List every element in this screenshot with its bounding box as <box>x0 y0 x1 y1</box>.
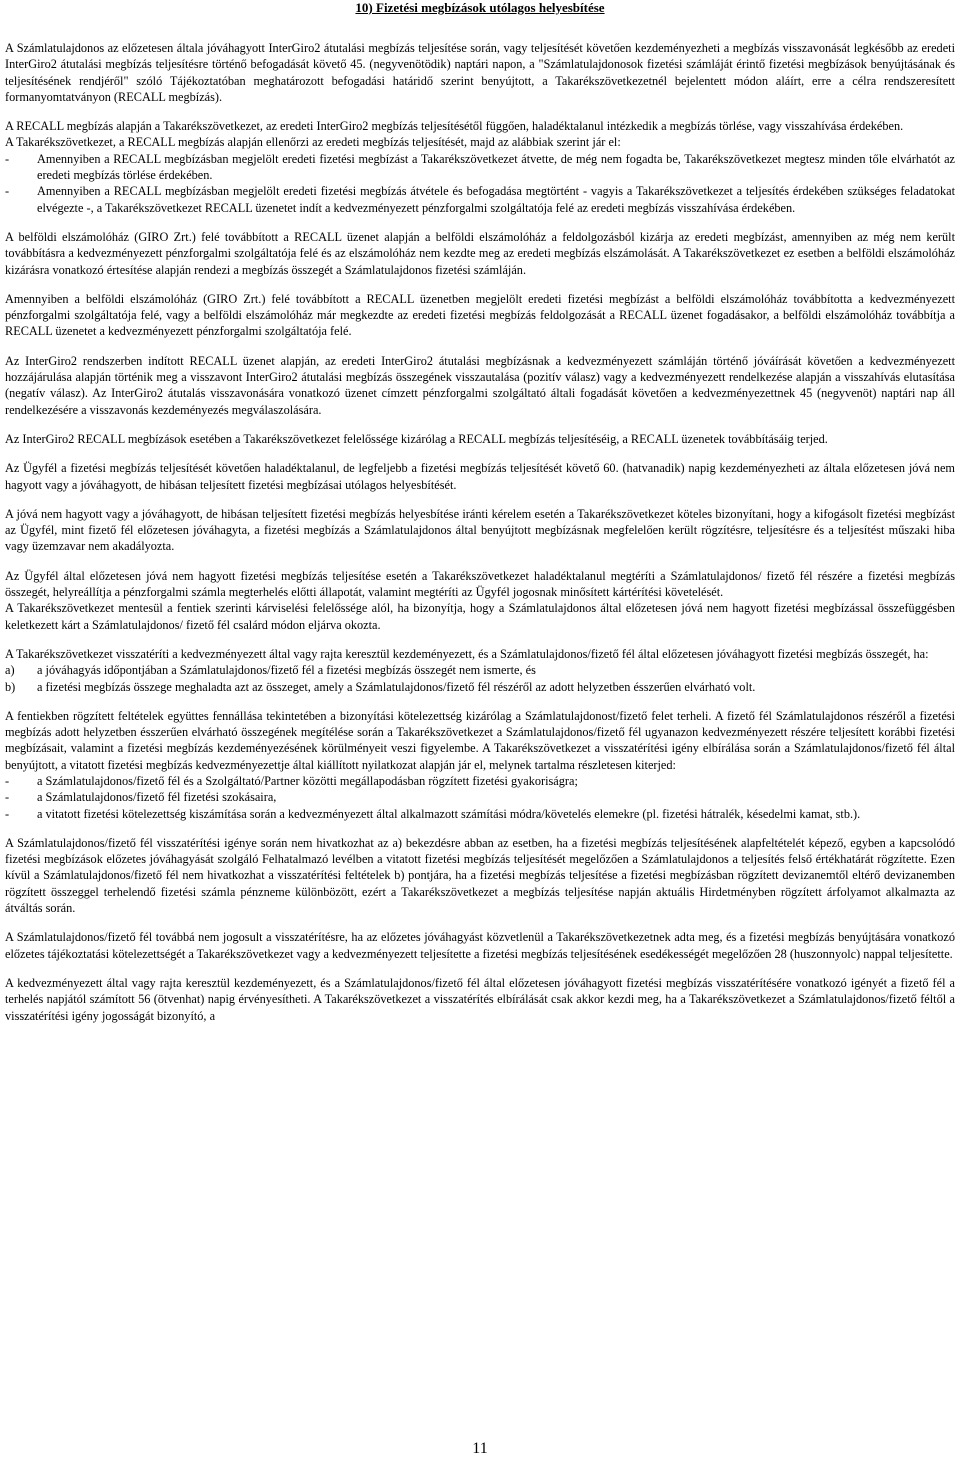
list-item-text: a jóváhagyás időpontjában a Számlatulajdonos/fizető fél a fizetési megbízás összegét nem ismerte, és <box>37 663 536 678</box>
list-marker: - <box>5 790 10 805</box>
section-title: 10) Fizetési megbízások utólagos helyesbítése <box>355 0 605 15</box>
paragraph-proof-requirements: A fentiekben rögzített feltételek együttes fennállása tekintetében a bizonyítási kötelezettség kizárólag a Számlatulajdonost/fizető felet terheli. A fizető fél Számlatulajdonos részéről a fizetési megbízás adott helyzetben ésszerűen elvárható összegének megítélése során a Takarékszövetkezet a Számlatulajdonos/fizető fél ugyanazon kedvezményezett részére teljesített korábbi fizetési megbízásait, valamint a fizetési megbízás kezdeményezésének körülményeit veszi figyelembe. A Takarékszövetkezet a visszatérítési igény elbírálása során a Számlatulajdonos/fizető fél által benyújtott, a vitatott fizetési megbízás kedvezményezettje által kiállított nyilatkozat alapján jár el, melynek tartalma részletesen kiterjed: <box>5 708 955 772</box>
list-item-text: Amennyiben a RECALL megbízásban megjelölt eredeti fizetési megbízást a Takarékszövetkezet átvette, de még nem fogadta be, Takarékszövetkezet megtesz minden tőle elvárhatót az eredeti megbízás törlése érdekében. <box>37 151 955 183</box>
paragraph-correction-deadline: Az Ügyfél a fizetési megbízás teljesítését követően haladéktalanul, de legfeljebb a fizetési megbízás teljesítését követő 60. (hatvanadik) napig kezdeményezheti az általa előzetesen jóvá nem hagyott vagy a jóváhagyott, de hibásan teljesített fizetési megbízásai utólagos helyesbítését. <box>5 461 955 492</box>
list-item-text: a Számlatulajdonos/fizető fél fizetési szokásaira, <box>37 790 277 805</box>
paragraph-recall-initiation: A Számlatulajdonos az előzetesen általa jóváhagyott InterGiro2 átutalási megbízás teljesítése során, vagy teljesítését követően kezdeményezheti a megbízás visszavonását legkésőbb az eredeti InterGiro2 átutalási megbízás teljesítésre történő befogadását követő 45. (negyvenötödik) naptári napon, a "Számlatulajdonosok fizetési számláját érintő fizetési megbízások benyújtásának és teljesítésének rendjéről" szóló Tájékoztatóban meghatározott befogadási határidő szerint benyújtott, a Takarékszövetkezetnél bejelentett módon aláírt, erre a célra rendszeresített formanyomtatványon (RECALL megbízás). <box>5 41 955 104</box>
list-item-text: a vitatott fizetési kötelezettség kiszámítása során a kedvezményezett által alkalmazott számítási módra/követelés elemekre (pl. fizetési hátralék, késedelmi kamat, stb.). <box>37 806 861 821</box>
list-item <box>5 151 955 184</box>
list-item <box>5 183 955 216</box>
list-marker: - <box>5 806 10 821</box>
paragraph-exemption: A Takarékszövetkezet mentesül a fentiek szerinti kárviselési felelőssége alól, ha bizonyítja, hogy a Számlatulajdonos által előzetesen jóvá nem hagyott fizetési megbízással összefüggésben keletkezett kárt a Számlatulajdonos/ fizető fél csalárd módon eljárva okozta. <box>5 601 955 632</box>
paragraph-refund-exclusions: A Számlatulajdonos/fizető fél visszatérítési igénye során nem hivatkozhat az a) bekezdésre abban az esetben, ha a fizetési megbízás teljesítésének alapfeltételét képező, egyben a kapcsolódó fizetési megbízások előzetes jóváhagyását szolgáló Felhatalmazó levélben a vitatott fizetési megbízás teljesítését megelőzően a Számlatulajdonos a teljesítés felső értékhatárát rögzítette. Ezen kívül a Számlatulajdonos/fizető fél nem hivatkozhat a visszatérítési feltételek b) pontjára, ha a fizetési megbízás teljesítése a fizetési megbízásban rögzített devizanemtől eltérő devizanemben rögzített összeggel terhelendő fizetési számla pénzneme különbözött, ezért a Takarékszövetkezet a megbízás teljesítése napján aktuális Hirdetményben rögzített árfolyamot alkalmazta az átváltás során. <box>5 835 955 916</box>
paragraph-refund-unauthorized: Az Ügyfél által előzetesen jóvá nem hagyott fizetési megbízás teljesítése esetén a Takarékszövetkezet haladéktalanul megtéríti a Számlatulajdonos/ fizető fél részére a fizetési megbízás összegét, helyreállítja a pénzforgalmi számla megterhelés előtti állapotát, valamint megtéríti az Ügyfél jogosnak minősített kártérítési követelését. <box>5 568 955 600</box>
paragraph-intergiro-recall: Az InterGiro2 rendszerben indított RECALL üzenet alapján, az eredeti InterGiro2 átutalási megbízásnak a kedvezményezett számláján történő jóváírását követően a kedvezményezett hozzájárulása alapján történik meg a visszavont InterGiro2 átutalási megbízás összegének visszautalása (pozitív válasz) vagy a kedvezményezett rendelkezése alapján a visszahívás elutasítása (negatív válasz). Az InterGiro2 átutalás visszavonására vonatkozó üzenet címzett pénzforgalmi szolgáltató általi fogadását követően a kedvezményezettnek 45 (negyvenöt) naptári nap áll rendelkezésére a visszavonás kezdeményezés megválaszolására. <box>5 353 955 417</box>
paragraph-recall-check: A Takarékszövetkezet, a RECALL megbízás alapján ellenőrzi az eredeti megbízás teljesítését, majd az alábbiak szerint jár el: <box>5 135 621 150</box>
list-item-text: Amennyiben a RECALL megbízásban megjelölt eredeti fizetési megbízás átvétele és befogadása megtörtént - vagyis a Takarékszövetkezet a teljesítés érdekében szükséges feladatokat elvégezte -, a Takarékszövetkezet RECALL üzenetet indít a kedvezményezett pénzforgalmi szolgáltatója felé az eredeti megbízás visszahívása érdekében. <box>37 184 955 215</box>
list-marker: - <box>5 184 10 199</box>
paragraph-burden-of-proof: A jóvá nem hagyott vagy a jóváhagyott, de hibásan teljesített fizetési megbízás helyesbítése iránti kérelem esetén a Takarékszövetkezet köteles bizonyítani, hogy a kifogásolt fizetési megbízást az Ügyfél, mint fizető fél előzetesen jóváhagyta, a fizetési megbízás a Számlatulajdonos által benyújtott megbízásnak megfelelően került rögzítésre, teljesítésre és a teljesítést műszaki hiba vagy üzemzavar nem akadályozta. <box>5 506 955 554</box>
paragraph-recall-action: A RECALL megbízás alapján a Takarékszövetkezet, az eredeti InterGiro2 megbízás teljesítésétől függően, haladéktalanul intézkedik a megbízás törlése, vagy visszahívása érdekében. <box>5 119 904 134</box>
paragraph-giro-forward: Amennyiben a belföldi elszámolóház (GIRO Zrt.) felé továbbított a RECALL üzenetben megjelölt eredeti fizetési megbízást a belföldi elszámolóház továbbította a kedvezményezett pénzforgalmi szolgáltatója felé, vagy a belföldi elszámolóház már megkezdte az eredeti fizetési megbízás feldolgozását a RECALL üzenet fogadásakor, a belföldi elszámolóház továbbítja a RECALL üzenetet a kedvezményezett pénzforgalmi szolgáltatója felé. <box>5 291 955 339</box>
paragraph-refund-conditions: A Takarékszövetkezet visszatéríti a kedvezményezett által vagy rajta keresztül kezdeményezett, és a Számlatulajdonos/fizető fél által előzetesen jóváhagyott fizetési megbízás összegét, ha: <box>5 646 929 661</box>
list-item <box>5 789 955 805</box>
list-marker: a) <box>5 663 15 678</box>
paragraph-giro-exclusion: A belföldi elszámolóház (GIRO Zrt.) felé továbbított a RECALL üzenet alapján a belföldi elszámolóház a feldolgozásból kizárja az eredeti megbízást, amennyiben az még nem került továbbításra a kedvezményezett pénzforgalmi szolgáltatója felé és az elszámolóház nem kezdte meg az eredeti megbízás elszámolását. A Takarékszövetkezet ez esetben a belföldi elszámolóház kizárásra vonatkozó értesítése alapján rendezi a megbízás összegét a Számlatulajdonos fizetési számláján. <box>5 229 955 277</box>
list-marker: b) <box>5 679 16 694</box>
list-item <box>5 662 955 678</box>
paragraph-no-refund: A Számlatulajdonos/fizető fél továbbá nem jogosult a visszatérítésre, ha az előzetes jóváhagyást közvetlenül a Takarékszövetkezetnek adta meg, és a fizetési megbízás benyújtására vonatkozó előzetes tájékoztatási kötelezettségét a Takarékszövetkezet vagy a kedvezményezett teljesítette a fizetési megbízás teljesítésének esedékességét megelőzően 28 (huszonnyolc) nappal teljesítette. <box>5 930 955 961</box>
list-item-text: a fizetési megbízás összege meghaladta azt az összeget, amely a Számlatulajdonos/fizető fél részéről az adott helyzetben ésszerűen elvárható volt. <box>37 679 756 694</box>
page-number: 11 <box>472 1440 488 1457</box>
paragraph-refund-deadline: A kedvezményezett által vagy rajta keresztül kezdeményezett, és a Számlatulajdonos/fizető fél által előzetesen jóváhagyott fizetési megbízás visszatérítésére vonatkozó igényét a fizető fél a terhelés napjától számított 56 (ötvenhat) napig érvényesítheti. A Takarékszövetkezet a visszatérítés elbírálását csak akkor kezdi meg, ha a Takarékszövetkezet a Számlatulajdonos/fizető féltől a visszatérítési igény jogosságát bizonyító, a <box>5 975 955 1023</box>
list-item <box>5 679 955 695</box>
list-marker: - <box>5 151 10 166</box>
list-marker: - <box>5 773 10 788</box>
list-item-text: a Számlatulajdonos/fizető fél és a Szolgáltató/Partner közötti megállapodásban rögzített fizetési gyakoriságra; <box>37 773 578 788</box>
document-page <box>5 0 955 1024</box>
paragraph-liability: Az InterGiro2 RECALL megbízások esetében a Takarékszövetkezet felelőssége kizárólag a RECALL megbízás teljesítéséig, a RECALL üzenetek továbbításáig terjed. <box>5 431 828 446</box>
list-item <box>5 806 955 822</box>
list-item <box>5 773 955 789</box>
